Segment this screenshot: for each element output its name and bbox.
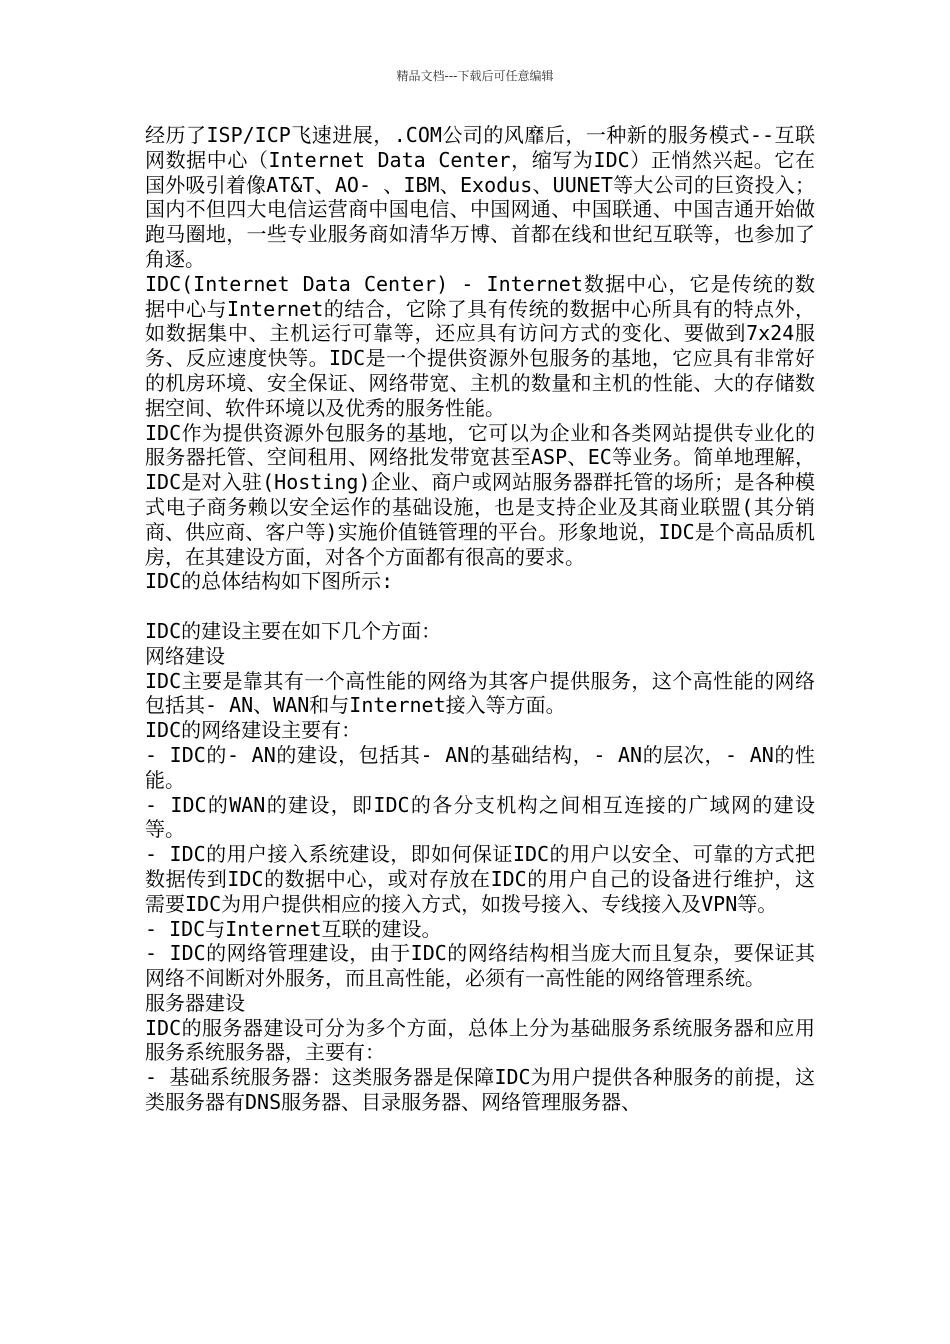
paragraph-intro: 经历了ISP/ICP飞速进展，.COM公司的风靡后，一种新的服务模式--互联网数据中心（Internet Data Center，缩写为IDC）正悄然兴起。它在国外吸引着像AT&T、AO- 、IBM、Exodus、UUNET等大公司的巨资投入；国内不但四大电信运营商中国电信、中国网通、中国联通、中国吉通开始做跑马圈地，一些专业服务商如清华万博、首都在线和世纪互联等，也参加了角逐。 bbox=[145, 123, 815, 271]
blank-line bbox=[145, 594, 815, 619]
section-heading-server: 服务器建设 bbox=[145, 990, 245, 1015]
list-item-wan: - IDC的WAN的建设，即IDC的各分支机构之间相互连接的广域网的建设等。 bbox=[145, 792, 815, 842]
paragraph-server-desc: IDC的服务器建设可分为多个方面，总体上分为基础服务系统服务器和应用服务系统服务器，主要有： bbox=[145, 1015, 815, 1065]
paragraph-network-list-intro: IDC的网络建设主要有： bbox=[145, 718, 362, 743]
paragraph-structure-caption: IDC的总体结构如下图所示: bbox=[145, 569, 394, 594]
list-item-user-access: - IDC的用户接入系统建设，即如何保证IDC的用户以安全、可靠的方式把数据传到IDC的数据中心，或对存放在IDC的用户自己的设备进行维护，这需要IDC为用户提供相应的接入方式，如拨号接入、专线接入及VPN等。 bbox=[145, 842, 815, 916]
paragraph-idc-role: IDC作为提供资源外包服务的基地，它可以为企业和各类网站提供专业化的服务器托管、空间租用、网络批发带宽甚至ASP、EC等业务。简单地理解，IDC是对入驻(Hosting)企业、商户或网站服务器群托管的场所；是各种模式电子商务赖以安全运作的基础设施，也是支持企业及其商业联盟(其分销商、供应商、客户等)实施价值链管理的平台。形象地说，IDC是个高品质机房，在其建设方面，对各个方面都有很高的要求。 bbox=[145, 420, 815, 569]
document-body bbox=[145, 123, 815, 1115]
page-header: 精品文档---下载后可任意编辑 bbox=[396, 69, 554, 83]
paragraph-construction-intro: IDC的建设主要在如下几个方面： bbox=[145, 618, 442, 643]
list-item-network-management: - IDC的网络管理建设，由于IDC的网络结构相当庞大而且复杂，要保证其网络不间断对外服务，而且高性能，必须有一高性能的网络管理系统。 bbox=[145, 941, 815, 991]
paragraph-network-desc: IDC主要是靠其有一个高性能的网络为其客户提供服务，这个高性能的网络包括其- AN、WAN和与Internet接入等方面。 bbox=[145, 668, 815, 718]
list-item-lan: - IDC的- AN的建设，包括其- AN的基础结构，- AN的层次，- AN的性能。 bbox=[145, 742, 815, 792]
list-item-base-server: - 基础系统服务器：这类服务器是保障IDC为用户提供各种服务的前提，这类服务器有DNS服务器、目录服务器、网络管理服务器、 bbox=[145, 1065, 815, 1115]
list-item-internet: - IDC与Internet互联的建设。 bbox=[145, 916, 442, 941]
paragraph-idc-definition: IDC(Internet Data Center) - Internet数据中心，它是传统的数据中心与Internet的结合，它除了具有传统的数据中心所具有的特点外，如数据集中、主机运行可靠等，还应具有访问方式的变化、要做到7x24服务、反应速度快等。IDC是一个提供资源外包服务的基地，它应具有非常好的机房环境、安全保证、网络带宽、主机的数量和主机的性能、大的存储数据空间、软件环境以及优秀的服务性能。 bbox=[145, 271, 815, 420]
section-heading-network: 网络建设 bbox=[145, 643, 225, 668]
